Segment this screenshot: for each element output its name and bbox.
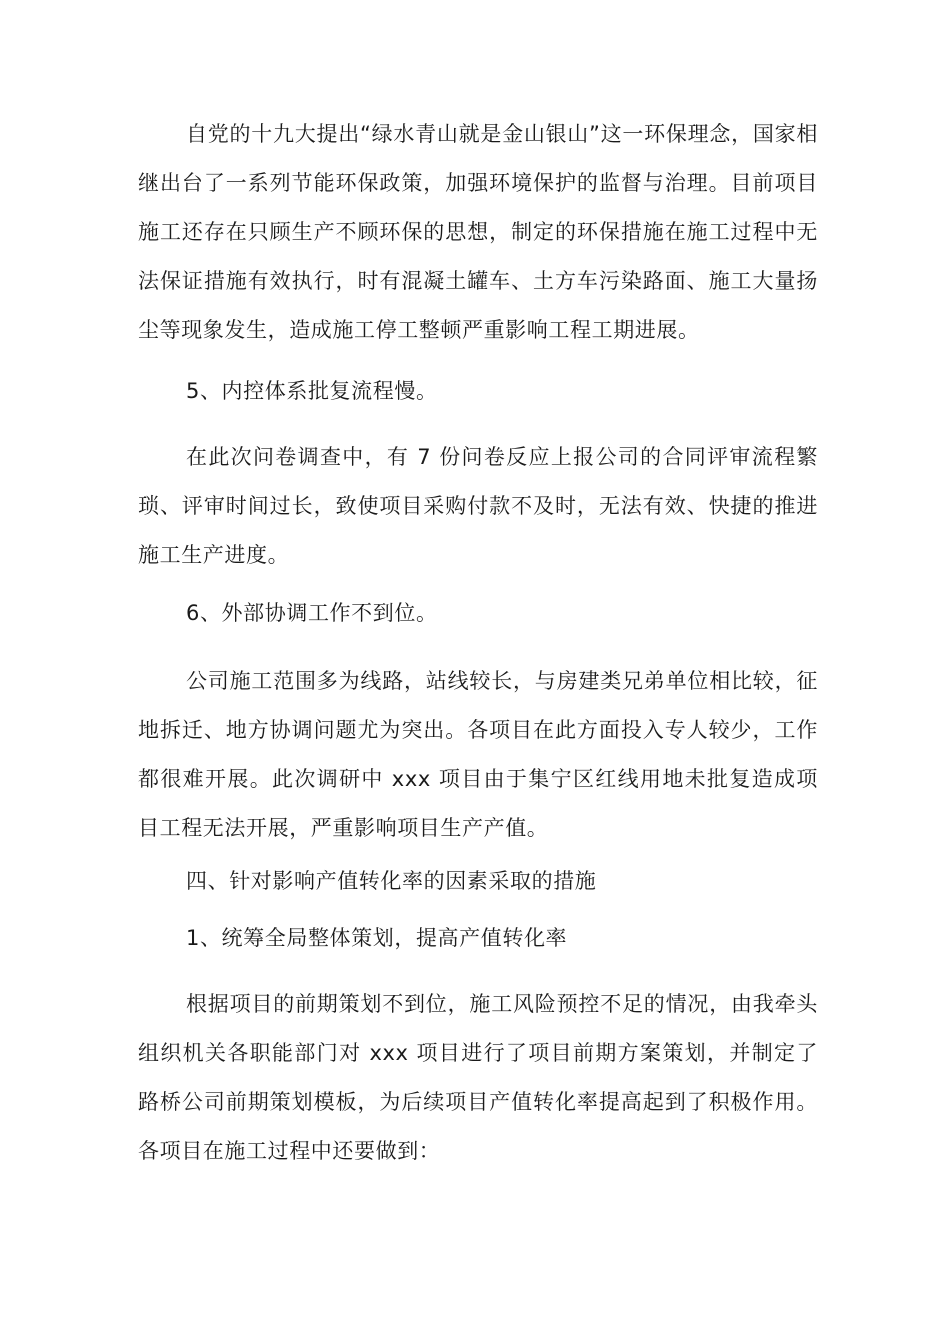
paragraph-early-planning: 根据项目的前期策划不到位，施工风险预控不足的情况，由我牵头组织机关各职能部门对 xxx 项目进行了项目前期方案策划，并制定了路桥公司前期策划模板，为后续项目产值转化率提高起到了积极作用。各项目在施工过程中还要做到： [138, 992, 818, 1163]
heading-internal-control: 5、内控体系批复流程慢。 [186, 379, 438, 403]
paragraph-environmental-policy: 自党的十九大提出“绿水青山就是金山银山”这一环保理念，国家相继出台了一系列节能环保政策，加强环境保护的监督与治理。目前项目施工还存在只顾生产不顾环保的思想，制定的环保措施在施工过程中无法保证措施有效执行，时有混凝土罐车、土方车污染路面、施工大量扬尘等现象发生，造成施工停工整顿严重影响工程工期进展。 [138, 122, 818, 342]
heading-external-coordination: 6、外部协调工作不到位。 [186, 601, 438, 625]
paragraph-questionnaire: 在此次问卷调查中，有 7 份问卷反应上报公司的合同评审流程繁琐、评审时间过长，致使项目采购付款不及时，无法有效、快捷的推进施工生产进度。 [138, 445, 818, 567]
heading-overall-planning: 1、统筹全局整体策划，提高产值转化率 [186, 926, 568, 950]
heading-section-four: 四、针对影响产值转化率的因素采取的措施 [186, 869, 597, 893]
paragraph-land-acquisition: 公司施工范围多为线路，站线较长，与房建类兄弟单位相比较，征地拆迁、地方协调问题尤为突出。各项目在此方面投入专人较少，工作都很难开展。此次调研中 xxx 项目由于集宁区红线用地未批复造成项目工程无法开展，严重影响项目生产产值。 [138, 669, 818, 840]
